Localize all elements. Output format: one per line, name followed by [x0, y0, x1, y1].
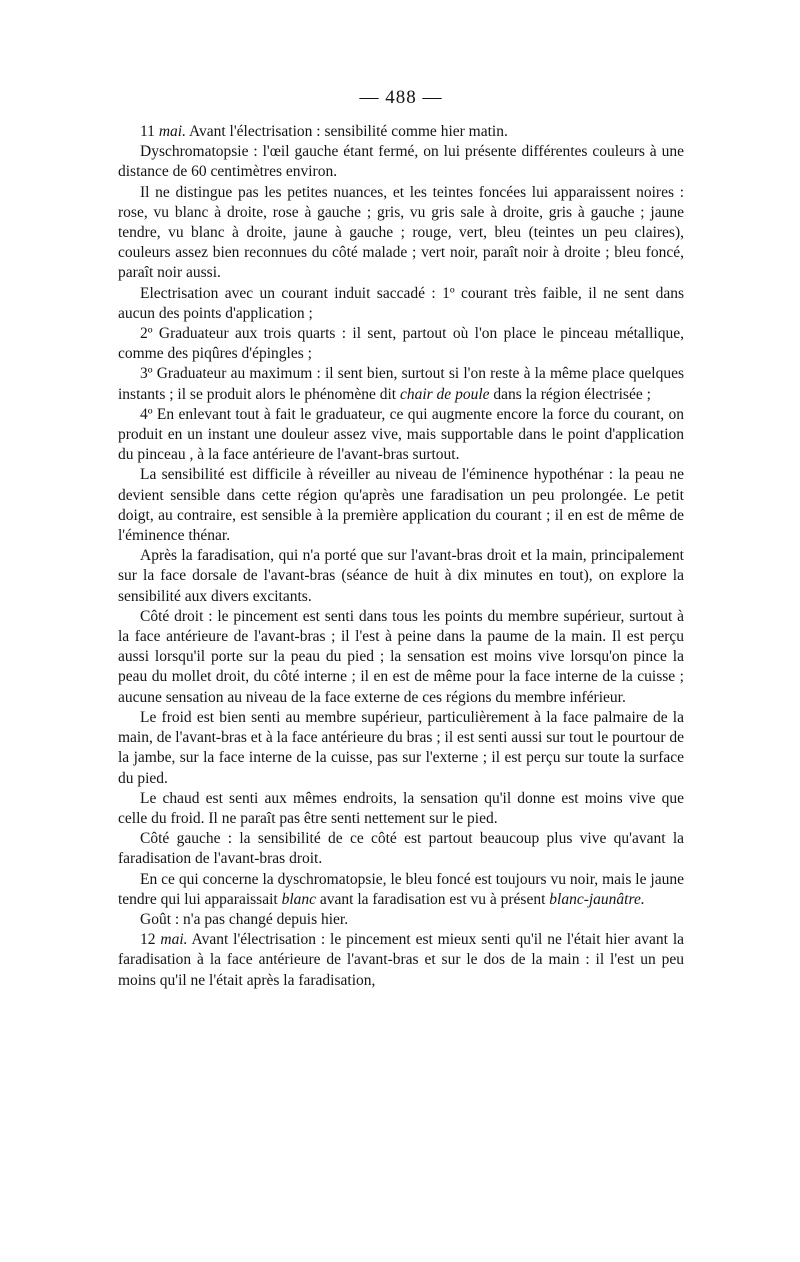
paragraph-taste: Goût : n'a pas changé depuis hier. — [140, 910, 349, 928]
page-number: — 488 — — [359, 87, 443, 108]
paragraph-cold: Le froid est bien senti au membre supérieur, particulièrement à la face palmaire de la main, de l'avant-bras et à la face antérieure du bras ; il est senti aussi sur tout le pourtour de la jambe, sur la face interne de la cuisse, pas sur l'externe ; il est perçu sur toute la surface du pied. — [118, 708, 684, 787]
date-day: 12 — [140, 931, 161, 949]
paragraph-dyschromatopsia: Dyschromatopsie : l'œil gauche étant fermé, on lui présente différentes couleurs à une distance de 60 centimètres environ. — [118, 143, 684, 181]
paragraph-graduator-removed: 4º En enlevant tout à fait le graduateur, ce qui augmente encore la force du courant, on produit en un instant une douleur assez vive, mais supportable dans le point d'application du pinceau , à la face antérieure de l'avant-bras surtout. — [118, 405, 684, 464]
paragraph-after-faradisation: Après la faradisation, qui n'a porté que sur l'avant-bras droit et la main, principalement sur la face dorsale de l'avant-bras (séance de huit à dix minutes en tout), on explore la sensibilité aux divers excitants. — [118, 547, 684, 605]
date-month: mai. — [158, 123, 186, 140]
paragraph-dyschromatopsia-update — [118, 870, 684, 910]
italic-term: chair de poule — [399, 385, 490, 403]
paragraph-right-side: Côté droit : le pincement est senti dans tous les points du membre supérieur, surtout à la face antérieure de l'avant-bras ; il l'est à peine dans la paume de la main. Il est perçu aussi lorsqu'il porte sur la peau du pied ; la sensation est moins vive lorsqu'on pince la peau du mollet droit, du côté interne ; il en est de même pour la face interne de la cuisse ; aucune sensation au niveau de la face externe de ces régions du membre inférieur. — [118, 607, 684, 706]
paragraph-left-side: Côté gauche : la sensibilité de ce côté est partout beaucoup plus vive qu'avant la faradisation de l'avant-bras droit. — [118, 830, 684, 868]
paragraph-color-perception: Il ne distingue pas les petites nuances, et les teintes foncées lui apparaissent noires : rose, vu blanc à droite, rose à gauche ; gris, vu gris sale à droite, gris à gauche ; jaune tendre, vu blanc à droite, jaune à gauche ; rouge, vert, bleu (teintes un peu claires), couleurs assez bien reconnues du côté malade ; vert noir, paraît noir à droite ; bleu foncé, paraît noir aussi. — [118, 183, 684, 282]
italic-term: blanc — [281, 890, 316, 908]
paragraph-text: Avant l'électrisation : sensibilité comme hier matin. — [185, 123, 508, 140]
paragraph-graduator-three-quarters: 2º Graduateur aux trois quarts : il sent, partout où l'on place le pinceau métallique, comme des piqûres d'épingles ; — [118, 325, 684, 363]
paragraph-text: Avant l'électrisation : le pincement est mieux senti qu'il ne l'était hier avant la faradisation à la face antérieure de l'avant-bras et sur le dos de la main : il l'est un peu moins qu'il ne l'était après la faradisation, — [118, 931, 684, 989]
paragraph-graduator-maximum — [118, 364, 684, 404]
paragraph-electrisation: Electrisation avec un courant induit saccadé : 1º courant très faible, il ne sent dans aucun des points d'application ; — [118, 284, 684, 322]
paragraph-text: En ce qui concerne la dyschromatopsie, le bleu foncé est toujours vu noir, mais le jaune tendre qui lui apparaissait — [118, 870, 684, 908]
paragraph-text-after: avant la faradisation est vu à présent — [316, 890, 550, 908]
paragraph-may-11-intro — [118, 122, 684, 142]
paragraph-text-after: dans la région électrisée ; — [489, 385, 651, 403]
paragraph-text: 3º Graduateur au maximum : il sent bien, surtout si l'on reste à la même place quelques instants ; il se produit alors le phénomène dit — [118, 365, 684, 403]
italic-term-2: blanc-jaunâtre. — [549, 890, 645, 908]
paragraph-heat: Le chaud est senti aux mêmes endroits, la sensation qu'il donne est moins vive que celle du froid. Il ne paraît pas être senti nettement sur le pied. — [118, 789, 684, 827]
paragraph-may-12 — [118, 930, 684, 991]
date-month: mai. — [160, 931, 188, 949]
book-page — [118, 82, 684, 1212]
date-day: 11 — [140, 123, 159, 140]
paragraph-hypothenar: La sensibilité est difficile à réveiller au niveau de l'éminence hypothénar : la peau ne devient sensible dans cette région qu'après une faradisation un peu prolongée. Le petit doigt, au contraire, est sensible à la première application du courant ; il en est de même de l'éminence thénar. — [118, 466, 684, 545]
